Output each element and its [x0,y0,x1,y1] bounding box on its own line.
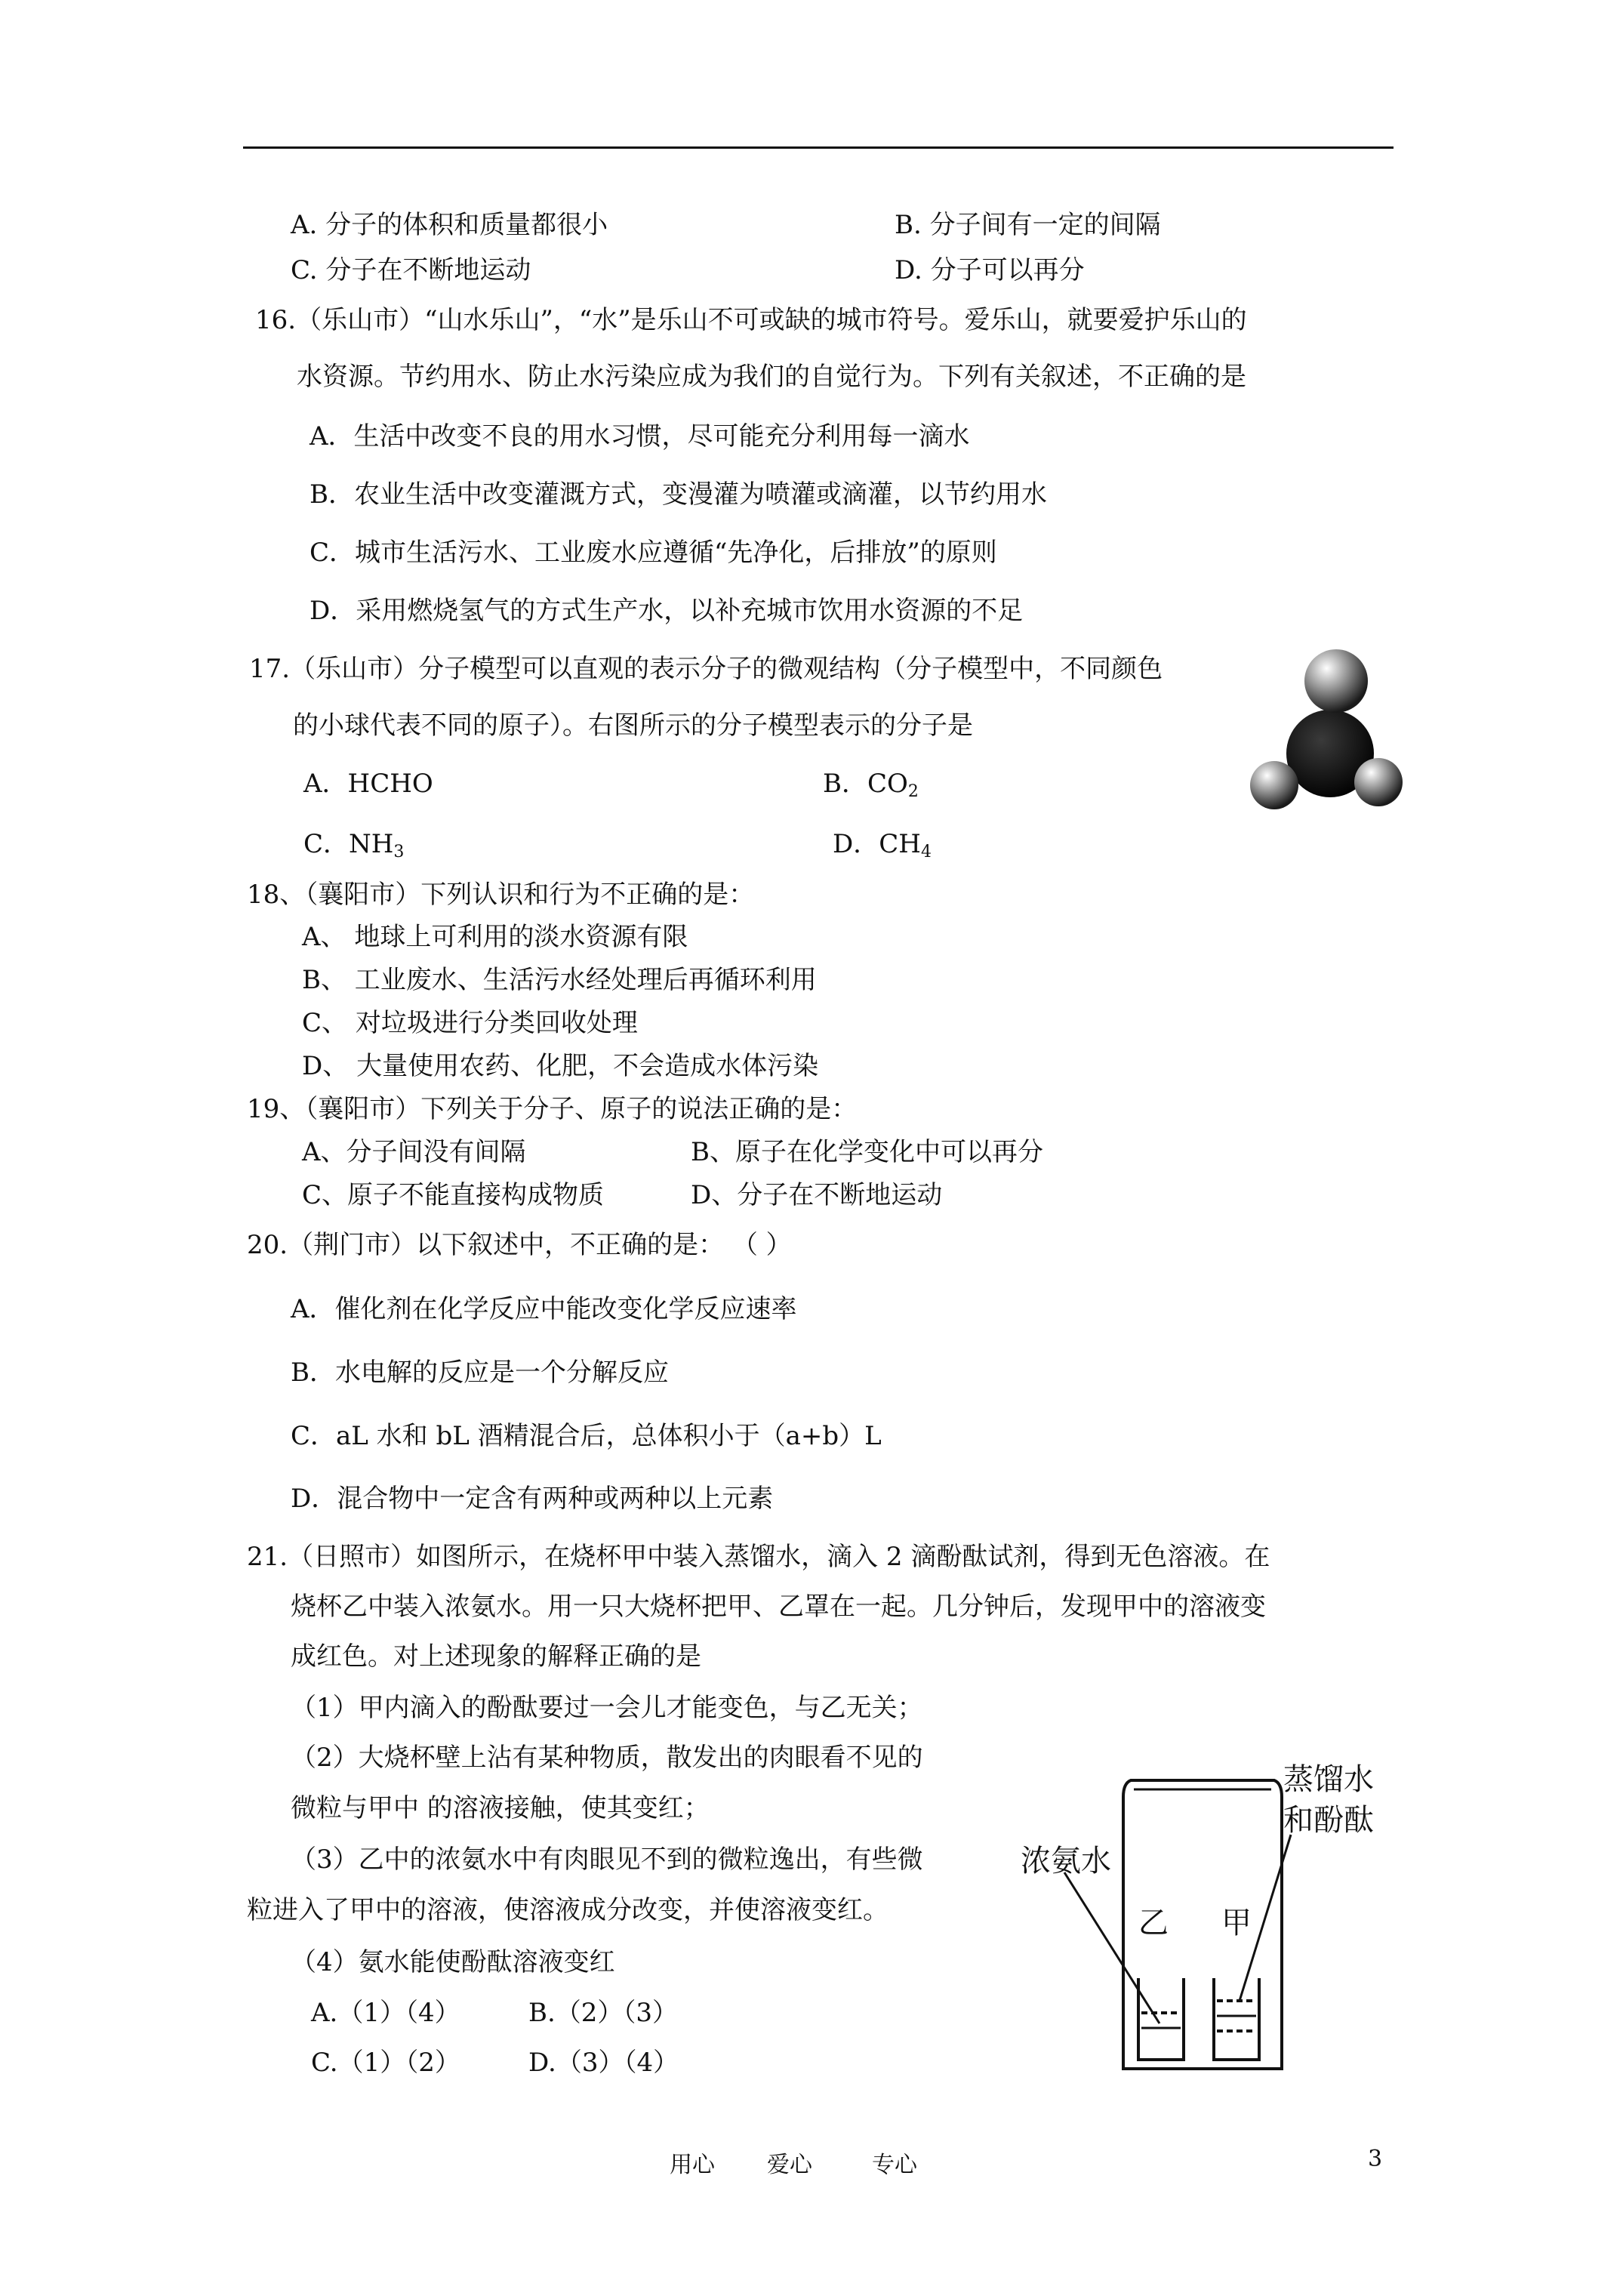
q20-stem: 20.（荆门市）以下叙述中，不正确的是： （ ） [247,1230,792,1260]
footer-text-3: 专心 [872,2152,917,2178]
leader-line-ammonia [1064,1872,1160,2023]
q20-option-b: B．水电解的反应是一个分解反应 [291,1358,669,1388]
header-rule [243,146,1394,149]
q17-option-d: D．$CH_4$ [833,829,932,861]
q21-stem-line1: 21.（日照市）如图所示，在烧杯甲中装入蒸馏水，滴入 2 滴酚酞试剂，得到无色溶液。在 [247,1542,1270,1572]
q16-option-c: C．城市生活污水、工业废水应遵循“先净化，后排放”的原则 [310,538,997,568]
q21-option-d: D.（3）（4） [528,2048,679,2078]
beaker-experiment-figure [1019,1752,1404,2084]
q20-option-d: D．混合物中一定含有两种或两种以上元素 [291,1484,774,1514]
q17-stem-line1: 17.（乐山市）分子模型可以直观的表示分子的微观结构（分子模型中，不同颜色 [249,654,1163,684]
q16-option-b: B．农业生活中改变灌溉方式，变漫灌为喷灌或滴灌，以节约用水 [310,479,1047,510]
q21-statement-4: （4）氨水能使酚酞溶液变红 [291,1947,615,1977]
q17-option-b: B．$CO_2$ [823,769,919,801]
q19-option-d: D、分子在不断地运动 [691,1180,943,1210]
footer-text-1: 用心 [670,2152,715,2178]
q15-option-c: C. 分子在不断地运动 [291,255,531,285]
q21-stem-line3: 成红色。对上述现象的解释正确的是 [291,1641,701,1672]
q16-stem-line2: 水资源。节约用水、防止水污染应成为我们的自觉行为。下列有关叙述，不正确的是 [297,362,1246,392]
q17-stem-line2: 的小球代表不同的原子）。右图所示的分子模型表示的分子是 [293,710,973,741]
top-atom [1304,649,1368,713]
q19-option-a: A、分子间没有间隔 [302,1137,526,1167]
q21-statement-3b: 粒进入了甲中的溶液，使溶液成分改变，并使溶液变红。 [247,1895,888,1925]
q21-statement-1: （1）甲内滴入的酚酞要过一会儿才能变色，与乙无关； [291,1693,923,1723]
q21-option-c: C.（1）（2） [311,2048,460,2078]
q16-option-d: D．采用燃烧氢气的方式生产水，以补充城市饮用水资源的不足 [310,596,1024,626]
q21-option-a: A.（1）（4） [311,1998,460,2028]
q18-option-c: C、 对垃圾进行分类回收处理 [302,1008,638,1038]
q16-option-a: A．生活中改变不良的用水习惯，尽可能充分利用每一滴水 [310,421,970,451]
q19-option-b: B、原子在化学变化中可以再分 [691,1137,1043,1167]
q20-option-c: C．aL 水和 bL 酒精混合后，总体积小于（a+b）L [291,1421,882,1451]
q19-stem: 19、（襄阳市）下列关于分子、原子的说法正确的是： [247,1094,858,1124]
q21-statement-2a: （2）大烧杯壁上沾有某种物质，散发出的肉眼看不见的 [291,1743,923,1773]
molecule-model-figure [1238,634,1412,815]
q17-option-c: C．$NH_3$ [303,829,405,861]
page-number: 3 [1368,2146,1383,2172]
left-atom [1250,761,1298,809]
footer-text-2: 爱心 [767,2152,812,2178]
q18-option-a: A、 地球上可利用的淡水资源有限 [302,922,688,952]
figure-label-jia: 甲 [1221,1906,1252,1940]
q17-option-a: A．HCHO [303,769,433,799]
figure-label-ammonia: 浓氨水 [1021,1844,1111,1878]
beaker-yi [1138,1978,1184,2060]
q21-option-b: B.（2）（3） [528,1998,679,2028]
q16-stem-line1: 16.（乐山市）“山水乐山”，“水”是乐山不可或缺的城市符号。爱乐山，就要爱护乐山的 [255,305,1247,335]
q18-option-b: B、 工业废水、生活污水经处理后再循环利用 [302,965,817,995]
figure-label-water-2: 和酚酞 [1283,1803,1374,1838]
right-atom [1354,758,1403,806]
q19-option-c: C、原子不能直接构成物质 [302,1180,605,1210]
figure-label-water-1: 蒸馏水 [1283,1762,1374,1797]
q21-statement-3a: （3）乙中的浓氨水中有肉眼见不到的微粒逸出，有些微 [291,1845,923,1875]
q15-option-b: B. 分子间有一定的间隔 [895,210,1161,240]
q15-option-a: A. 分子的体积和质量都很小 [291,210,608,240]
q18-option-d: D、 大量使用农药、化肥，不会造成水体污染 [302,1051,819,1081]
q21-stem-line2: 烧杯乙中装入浓氨水。用一只大烧杯把甲、乙罩在一起。几分钟后，发现甲中的溶液变 [291,1592,1266,1622]
q18-stem: 18、（襄阳市）下列认识和行为不正确的是： [247,880,755,910]
beaker-jia [1214,1978,1259,2060]
figure-label-yi: 乙 [1138,1906,1169,1940]
q20-option-a: A．催化剂在化学反应中能改变化学反应速率 [291,1294,797,1324]
q21-statement-2b: 微粒与甲中 的溶液接触，使其变红； [291,1793,710,1823]
q15-option-d: D. 分子可以再分 [895,255,1085,285]
